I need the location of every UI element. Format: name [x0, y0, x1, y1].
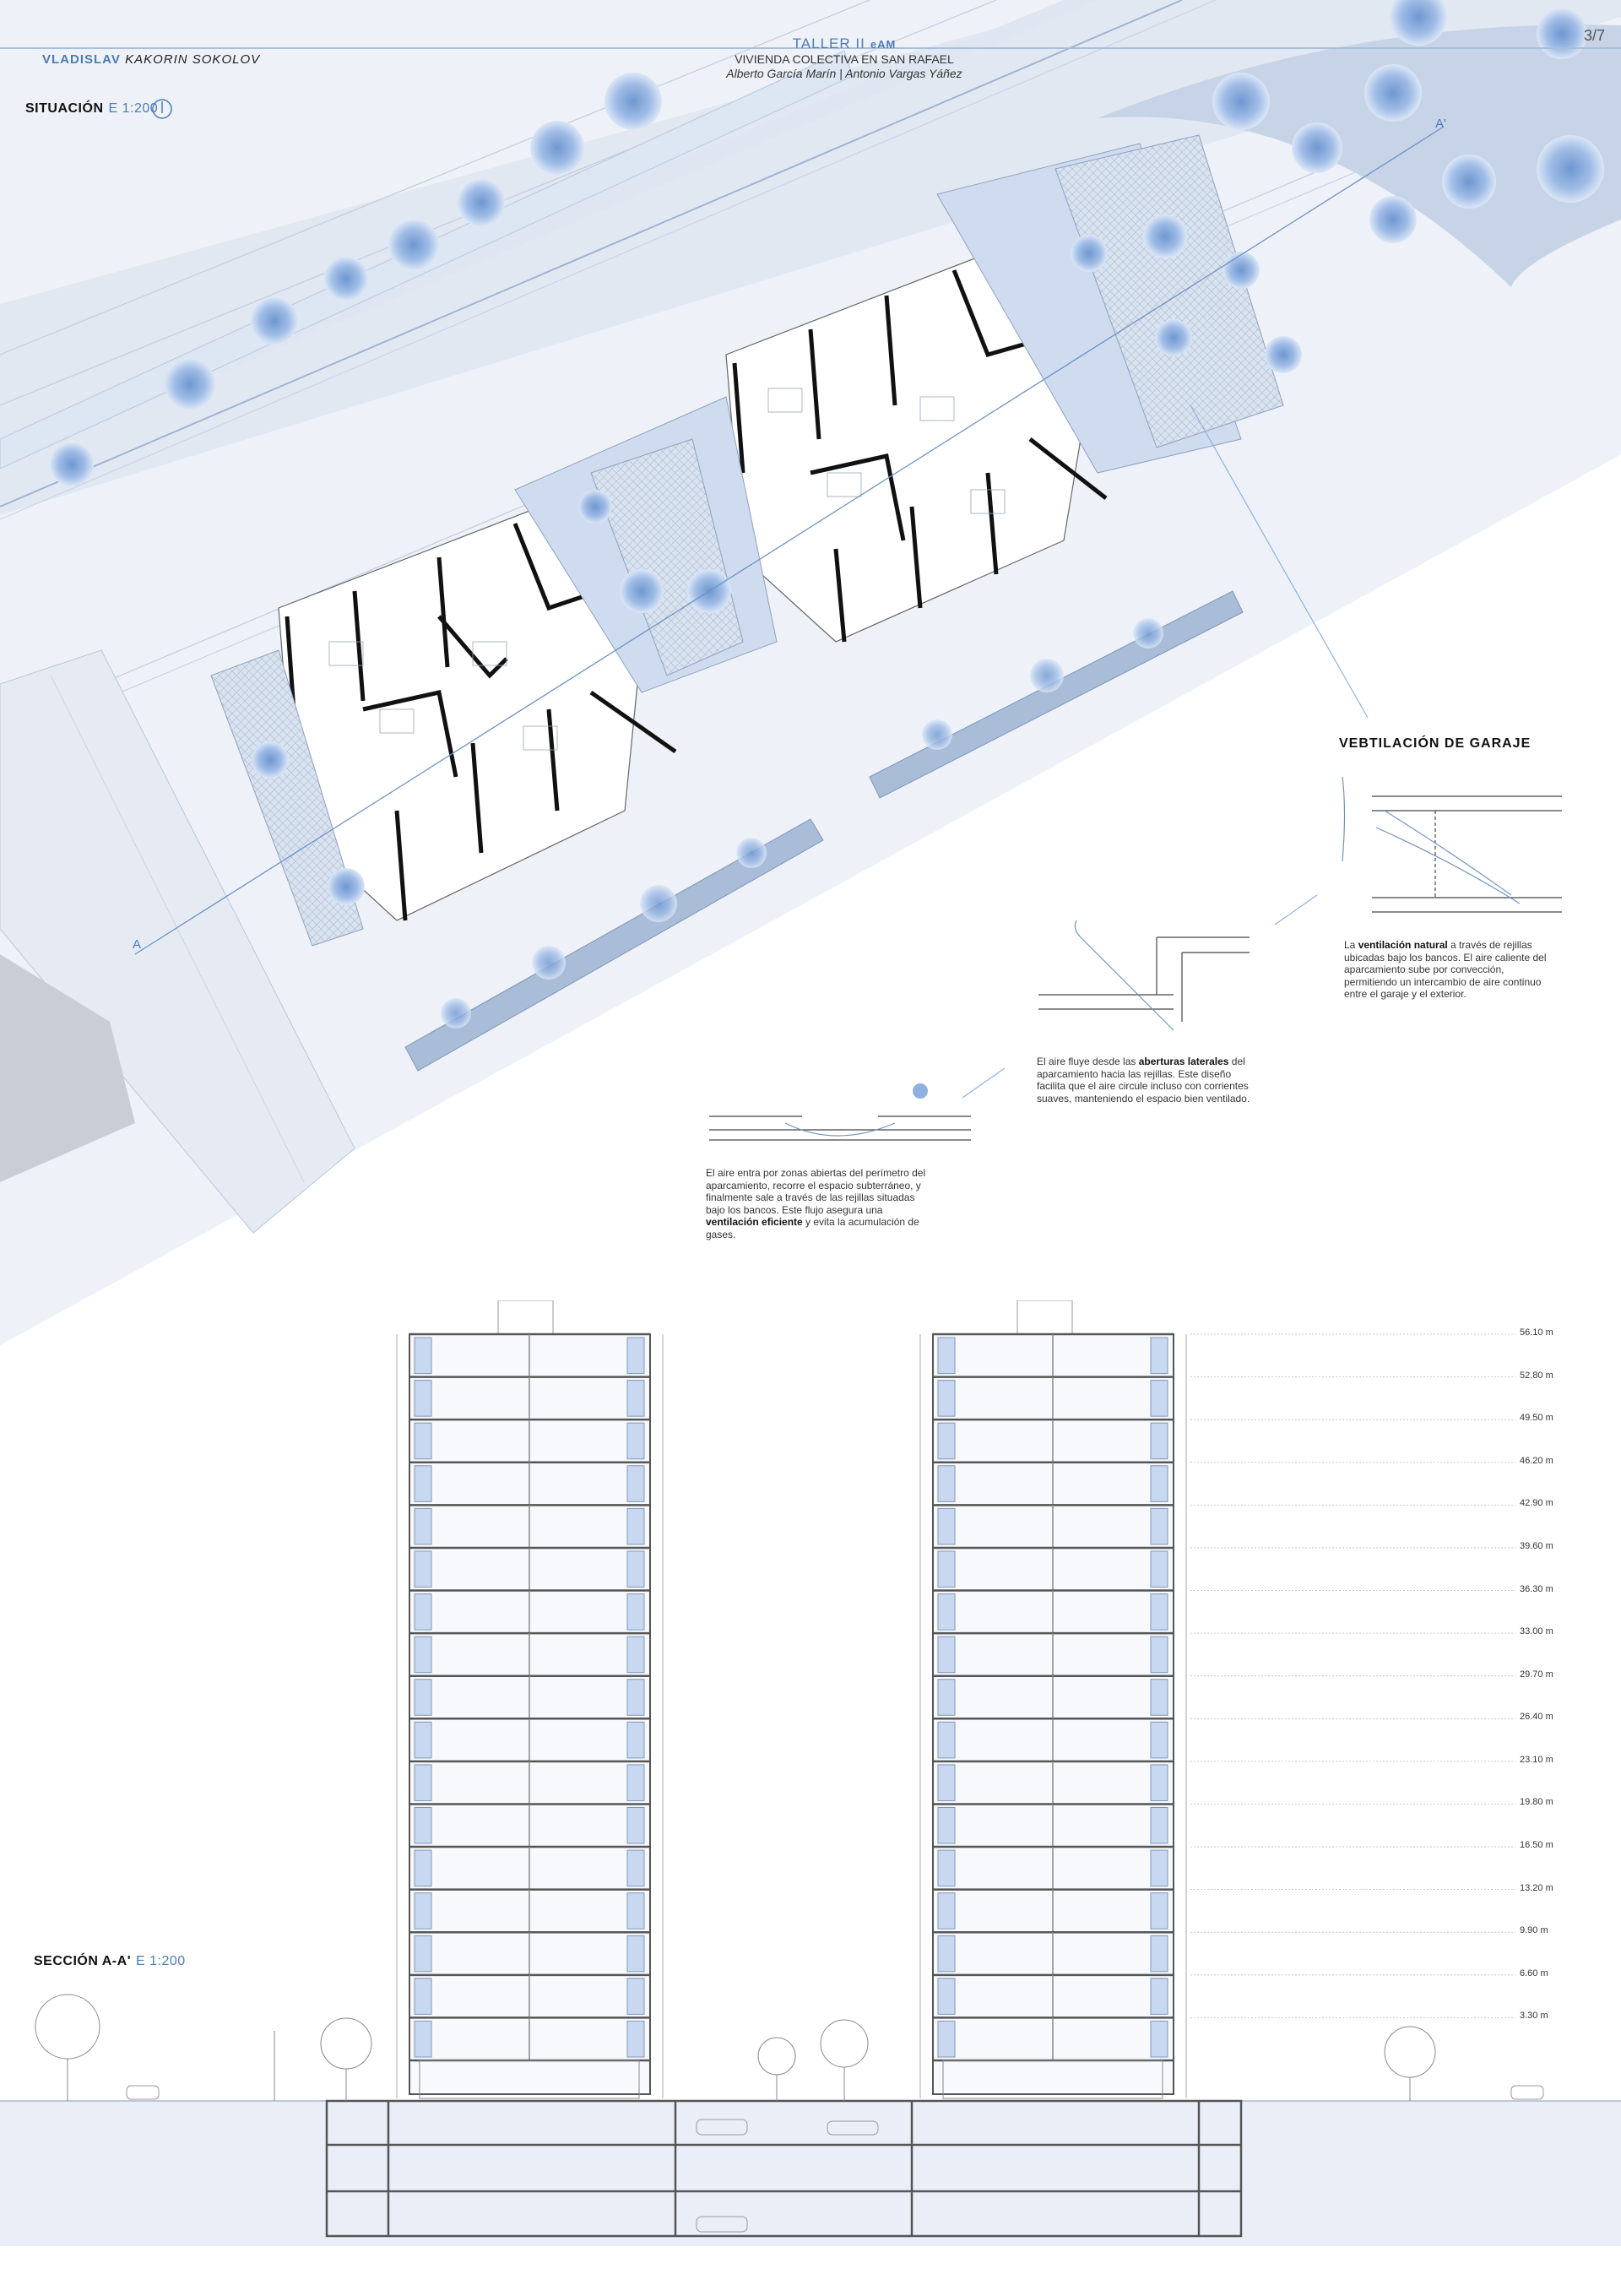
level-label: 39.60 m	[1520, 1540, 1553, 1551]
level-label: 33.00 m	[1520, 1626, 1553, 1637]
level-label: 46.20 m	[1520, 1455, 1553, 1466]
vent-note-2	[1037, 1056, 1252, 1105]
page-number: 3/7	[1584, 27, 1606, 44]
level-label: 13.20 m	[1520, 1882, 1553, 1893]
vent-note-3	[706, 1167, 935, 1240]
vent-diagram-1	[1342, 777, 1562, 912]
level-label: 9.90 m	[1520, 1925, 1548, 1936]
level-label: 19.80 m	[1520, 1797, 1553, 1808]
vent-note-1-post: a través de rejillas ubicadas bajo los bancos. El aire caliente del aparcamiento sube por convección, permitiendo un intercambio de aire continuo entre el garaje y el exterior.	[1344, 939, 1547, 1000]
vent-note-1-bold: ventilación natural	[1358, 939, 1448, 951]
author-name	[42, 52, 260, 67]
seccion-label	[34, 1954, 186, 1969]
level-guides	[1190, 1334, 1515, 2017]
level-label: 26.40 m	[1520, 1712, 1553, 1723]
teachers: Alberto García Marín | Antonio Vargas Yáñez	[726, 67, 962, 80]
vent-note-3-pre: El aire entra por zonas abiertas del perímetro del aparcamiento, recorre el espacio subterráneo, y finalmente sale a través de las rejillas situadas bajo los bancos. Este flujo asegura una	[706, 1167, 926, 1216]
course-name: TALLER II	[792, 35, 865, 52]
situacion-scale: E 1:200	[108, 101, 159, 116]
level-label: 36.30 m	[1520, 1583, 1553, 1594]
ground	[0, 2101, 1621, 2246]
seccion-scale: E 1:200	[136, 1954, 186, 1968]
vent-note-2-pre: El aire fluye desde las	[1037, 1056, 1139, 1067]
level-label: 52.80 m	[1520, 1370, 1553, 1381]
situacion-title: SITUACIÓN	[25, 101, 104, 116]
ventilation-heading: VEBTILACIÓN DE GARAJE	[1339, 736, 1532, 751]
section-drawing	[0, 1300, 1621, 2246]
section-mark-a-prime: A'	[1435, 117, 1446, 131]
vent-note-1	[1344, 939, 1559, 1001]
level-label: 3.30 m	[1520, 2011, 1548, 2022]
level-label: 16.50 m	[1520, 1840, 1553, 1851]
vent-note-2-bold: aberturas laterales	[1138, 1056, 1229, 1067]
section-trees	[35, 1995, 1435, 2101]
level-label: 49.50 m	[1520, 1413, 1553, 1424]
author-first: VLADISLAV	[42, 52, 121, 67]
vent-note-1-pre: La	[1344, 939, 1358, 951]
course-title	[642, 35, 1047, 52]
vent-diagram-3	[709, 1083, 971, 1140]
project-title: VIVIENDA COLECTIVA EN SAN RAFAEL	[735, 52, 954, 66]
vent-note-3-post: y evita la acumulación de gases.	[706, 1216, 919, 1240]
section-mark-a: A	[133, 937, 142, 952]
level-label: 6.60 m	[1520, 1968, 1548, 1978]
course-tag: eAM	[870, 38, 897, 51]
level-label: 29.70 m	[1520, 1669, 1553, 1680]
vent-note-3-bold: ventilación eficiente	[706, 1216, 803, 1228]
seccion-title: SECCIÓN A-A'	[34, 1954, 131, 1968]
author-last: KAKORIN SOKOLOV	[125, 52, 261, 67]
level-label: 42.90 m	[1520, 1498, 1553, 1509]
vent-note-2-post: del aparcamiento hacia las rejillas. Este diseño facilita que el aire circule incluso con corrientes suaves, manteniendo el espacio bien ventilado.	[1037, 1056, 1250, 1105]
level-label: 56.10 m	[1520, 1327, 1553, 1338]
situacion-label	[25, 101, 158, 117]
vent-diagram-2	[1038, 920, 1250, 1030]
level-label: 23.10 m	[1520, 1754, 1553, 1765]
